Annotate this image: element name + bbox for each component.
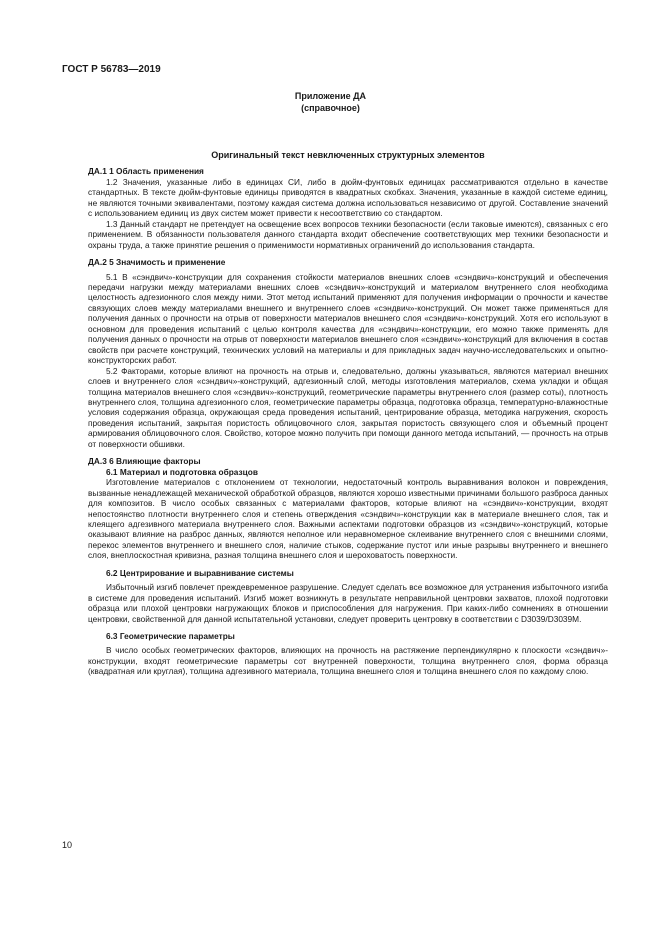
document-title: Оригинальный текст невключенных структурных элементов: [211, 150, 485, 160]
document-body: [88, 150, 608, 677]
appendix-heading: [0, 90, 661, 114]
appendix-title: Приложение ДА: [294, 91, 367, 101]
paragraph-5-2: 5.2 Факторами, которые влияют на прочность на отрыв и, следовательно, должны указываться, являются материал внешних слоев и внутреннего слоя «сэндвич»-конструкций, адгезионный слой, методы изготовления материалов, схема укладки и общая толщина материалов внешнего слоя «сэндвич»-конструкций, геометрические параметры внутреннего слоя (размер соты), плотность внутреннего слоя, толщина адгезионного слоя, геометрические параметры образца, подготовка образца, температурно-влажностные условия содержания образца, окружающая среда проведения испытаний, центрирование образца, методика нагружения, скорость проведения испытаний, закрытая пористость облицовочного слоя, закрытая пористость связующего слоя и объемный процент армирования облицовочного слоя. Свойство, которое можно получить при помощи данного метода испытаний, — прочность на отрыв от поверхности обшивки.: [88, 365, 608, 449]
paragraph-1-2: 1.2 Значения, указанные либо в единицах СИ, либо в дюйм-фунтовых единицах рассматриваются отдельно в качестве стандартных. В тексте дюйм-фунтовые единицы приводятся в квадратных скобках. Значения, указанные в каждой системе единиц, не являются точными эквивалентами, поэтому каждая система должна использоваться независимо от другой. Составление значений с использованием единиц из двух систем может привести к несоответствию со стандартом.: [88, 176, 608, 219]
subsection-heading-6-3: 6.3 Геометрические параметры: [106, 631, 235, 642]
subsection-heading-6-2: 6.2 Центрирование и выравнивание системы: [106, 567, 294, 578]
section-heading-da1: ДА.1 1 Область применения: [88, 166, 204, 177]
paragraph-6-2: Избыточный изгиб повлечет преждевременное разрушение. Следует сделать все возможное для устранения избыточного изгиба в системе для проведения испытаний. Изгиб может возникнуть в результате неправильной центровки захватов, плохой подготовки образца или плохой центровки нагружающих блоков и приспособления для нагружения. При каких-либо сомнениях в отношении центровки, свойственной для данной испытательной установки, следует проверить центровку в соответствии с D3039/D3039M.: [88, 582, 608, 624]
section-heading-da2: ДА.2 5 Значимость и применение: [88, 257, 226, 268]
paragraph-6-3: В число особых геометрических факторов, влияющих на прочность на растяжение перпендикулярно к плоскости «сэндвич»-конструкции, входят геометрические параметры сот внутренней поверхности, толщина внутреннего слоя, форма образца (квадратная или круглая), толщина адгезивного материала, толщина внешнего слоя и толщина внешнего слоя по каждому слою.: [88, 645, 608, 677]
paragraph-5-1: 5.1 В «сэндвич»-конструкции для сохранения стойкости материалов внешних слоев «сэндвич»-конструкций и обеспечения передачи нагрузки между материалами внешних слоев «сэндвич»-конструкций и материалом внутреннего слоя необходима целостность адгезионного слоя между ними. Этот метод испытаний применяют для получения информации о прочности и качестве связующих слоев между материалами внешнего и внутреннего слоев «сэндвич»-конструкций. Он может также применяться для получения данных о прочности на отрыв от поверхности материалов внешнего слоя «сэндвич»-конструкций. Хотя его используют в основном для проведения испытаний с целью контроля качества для «сэндвич»-конструкции, его можно также применять для получения данных о прочности на отрыв от поверхности материалов внешнего слоя «сэндвич»-конструкций для включения в состав свойств при расчете конструкций, технических условий на материалы и для прикладных задач научно-исследовательских и опытно-конструкторских работ.: [88, 271, 608, 366]
appendix-note: (справочное): [301, 103, 360, 113]
subsection-heading-6-1: 6.1 Материал и подготовка образцов: [106, 466, 258, 477]
document-header: ГОСТ Р 56783—2019: [62, 64, 161, 75]
paragraph-6-1: Изготовление материалов с отклонением от технологии, недостаточный контроль выравнивания волокон и повреждения, вызванные ненадлежащей механической обработкой образцов, являются хорошо известными причинами большого разброса данных для композитов. В число особых связанных с материалами факторов, которые влияют на «сэндвич»-конструкции, входят непостоянство плотности внутреннего слоя и степень отверждения «сэндвич»-конструкции как в материале внешнего слоя, так и клеящего адгезивного материала внутреннего слоя. Важными аспектами подготовки образцов из «сэндвич»-конструкций, которые оказывают влияние на разброс данных, являются неполное или неравномерное склеивание внутреннего слоя с внешними слоями, перекос элементов внутреннего и внешнего слоя, наличие стыков, содержание пустот или иные разрывы внутреннего и внешнего слоя, внеплоскостная кривизна, разная толщина внешнего слоя и шероховатость поверхности.: [88, 477, 608, 561]
paragraph-1-3: 1.3 Данный стандарт не претендует на освещение всех вопросов техники безопасности (если таковые имеются), связанных с его применением. В обязанности пользователя данного стандарта входит обеспечение соответствующих мер техники безопасности и охраны труда, а также принятие решения о применимости нормативных ограничений до использования стандарта.: [88, 218, 608, 250]
section-heading-da3: ДА.3 6 Влияющие факторы: [88, 456, 201, 467]
page-number: 10: [62, 840, 73, 850]
